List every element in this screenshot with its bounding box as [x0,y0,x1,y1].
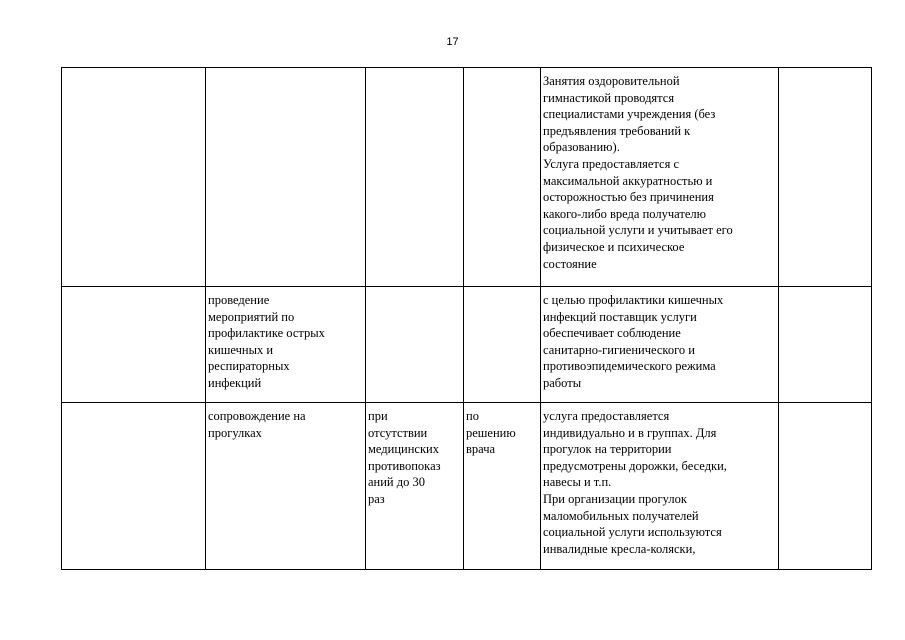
table-cell [779,287,872,403]
table-row [62,287,872,403]
page-number: 17 [446,36,459,48]
table-cell: с целью профилактики кишечных инфекций поставщик услуги обеспечивает соблюдение санитарно-гигиенического и противоэпидемического режима работы [541,287,779,403]
services-table [61,67,872,570]
table-cell: Занятия оздоровительной гимнастикой проводятся специалистами учреждения (без предъявления требований к образованию). Услуга предоставляется с максимальной аккуратностью и осторожностью без причинения какого-либо вреда получателю социальной услуги и учитывает его физическое и психическое состояние [541,68,779,287]
table-cell [366,68,464,287]
table-cell [62,68,206,287]
table-cell: проведение мероприятий по профилактике острых кишечных и респираторных инфекций [206,287,366,403]
table-cell: сопровождение на прогулках [206,403,366,570]
table-cell [779,68,872,287]
table-cell [779,403,872,570]
table-row [62,68,872,287]
table-cell [62,403,206,570]
table-cell [206,68,366,287]
table-cell: по решению врача [464,403,541,570]
table-cell: услуга предоставляется индивидуально и в группах. Для прогулок на территории предусмотрены дорожки, беседки, навесы и т.п. При организации прогулок маломобильных получателей социальной услуги используются инвалидные кресла-коляски, [541,403,779,570]
table-row [62,403,872,570]
table-cell [366,287,464,403]
table-cell [62,287,206,403]
table-cell: при отсутствии медицинских противопоказ аний до 30 раз [366,403,464,570]
table-cell [464,68,541,287]
table-cell [464,287,541,403]
